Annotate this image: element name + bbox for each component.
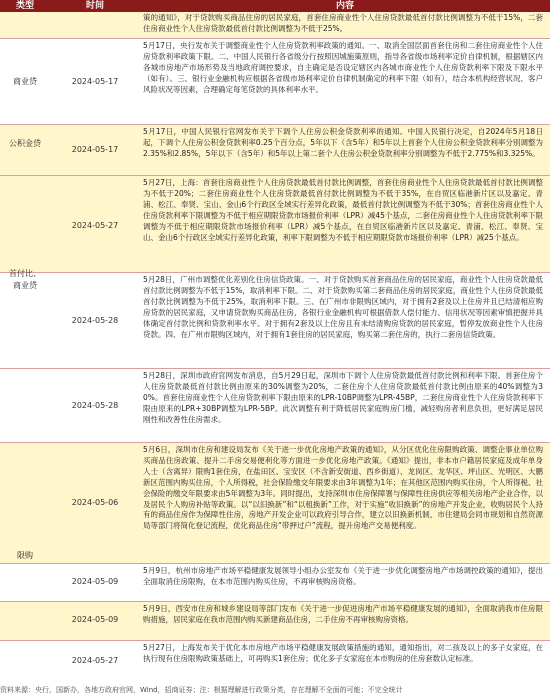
header-type: 类型	[15, 1, 34, 11]
table-row	[0, 601, 550, 640]
row-date: 2024-05-27	[71, 656, 119, 665]
row-date: 2024-05-09	[71, 615, 119, 624]
category-commercial-loan: 商业贷	[13, 77, 37, 86]
category-down-payment-commercial: 首付比、商业贷	[9, 269, 41, 290]
row-content: 5月9日，杭州市房地产市场平稳健康发展领导小组办公室发布《关于进一步优化调整房地产市场调控政策的通知》，提出全面取消住房限购，在本市范围内购买住房，不再审核购房资格。	[143, 566, 543, 586]
table-row	[0, 563, 550, 601]
row-content: 5月9日，西安市住房和城乡建设局等部门发布《关于进一步促进房地产市场平稳健康发展的通知》，全面取消我市住房限购措施，居民家庭在我市范围内购买新建商品住房，二手住房不再审核购房资格。	[143, 604, 543, 624]
table-row	[0, 12, 550, 38]
row-date: 2024-05-28	[71, 316, 119, 325]
category-provident-fund-loan: 公积金贷	[9, 139, 41, 148]
row-date: 2024-05-27	[71, 221, 119, 230]
table-row	[0, 38, 550, 124]
table-header	[0, 0, 550, 12]
table-row	[0, 175, 550, 272]
source-note: 资料来源：央行，国新办，各地方政府官网，Wind，招商证券；注：根据理解进行政策分类，存在理解不全面的可能；不完全统计	[0, 686, 403, 694]
table-row	[0, 272, 550, 368]
header-time: 时间	[85, 1, 104, 11]
row-content: 5月28日，深圳市政府官网发布消息，自5月29日起，深圳市下调个人住房贷款最低首付款比例和利率下限。首套住房个人住房贷款最低首付款比例由原来的30%调整为20%，二套住房个人住房贷款最低首付款比例由原来的40%调整为30%。首套住房商业性个人住房贷款利率下限由原来的LPR-10BP调整为LPR-45BP，二套住房商业性个人住房贷款利率下限由原来的LPR+30BP调整为LPR-5BP。此次调整有利于降低居民家庭购房门槛，减轻购房者利息负担，更好满足居民刚性和改善性住房需求。	[143, 371, 543, 424]
table-row	[0, 368, 550, 442]
row-content: 5月27日，上海：首套住房商业性个人住房贷款最低首付款比例调整，首套住房商业性个人住房贷款最低首付款比例调整为不低于20%；二套住房商业性个人住房贷款最低首付款比例调整为不低于35%，在自贸区临港新片区以及嘉定、青浦、松江、奉贤、宝山、金山6个行政区全域实行差异化政策，最低首付款比例调整为不低于30%；首套住房商业性个人住房贷款利率下限调整为不低于相应期限贷款市场报价利率（LPR）减45个基点，二套住房商业性个人住房贷款利率下限调整为不低于相应期限贷款市场报价利率（LPR）减5个基点，在自贸区临港新片区以及嘉定、青浦、松江、奉贤、宝山、金山6个行政区全域实行差异化政策，利率下限调整为不低于相应期限贷款市场报价利率（LPR）减25个基点。	[143, 178, 543, 242]
table-row	[0, 442, 550, 563]
row-content: 5月27日，上海发布关于优化本市房地产市场平稳健康发展政策措施的通知，通知指出，对二孩及以上的多子女家庭，在执行现有住房限购政策基础上，可再购买1套住房；优化多子女家庭在本市购房的住房套数认定标准。	[143, 643, 543, 663]
row-date: 2024-05-09	[71, 577, 119, 586]
row-content: 5月17日，央行发布关于调整商业性个人住房贷款利率政策的通知。一、取消全国层面首套住房和二套住房商业性个人住房贷款利率政策下限。二、中国人民银行各省级分行按照因城施策原则，指导各省级市场利率定价自律机制，根据辖区内各城市房地产市场形势及当地政府调控要求，自主确定是否设定辖区内各城市商业性个人住房贷款利率下限及下限水平（如有）。三、银行业金融机构应根据各省级市场利率定价自律机制确定的利率下限（如有），结合本机构经营状况、客户风险状况等因素，合理确定每笔贷款的具体利率水平。	[143, 41, 543, 94]
category-purchase-limit: 限购	[17, 551, 33, 560]
row-date: 2024-05-17	[71, 77, 119, 86]
row-content: 5月6日，深圳市住房和建设局发布《关于进一步优化房地产政策的通知》，从分区优化住房限购政策、调整企事业单位购买商品住房政策、提升二手房交易便利化等方面进一步优化房地产政策。《通知》提出，非本市户籍居民家庭及成年单身人士（含离异）限购1套住房，在盐田区、宝安区（不含新安街道、西乡街道）、龙岗区、龙华区、坪山区、光明区、大鹏新区范围内购买住房，个人所得税，社会保险缴交年限要求由3年调整为1年；在其他区范围内购买住房，个人所得税、社会保险的缴交年限要求由5年调整为3年。同时提出，支持深圳市住房保障署与保障性住房供应等相关房地产企业合作，以及居民个人购房补贴等政策。以“以旧换新”和“以租换新”工作，对于实施“收旧换新”的房地产开发企业，收购居民个人持有的商品住房作为保障性住房，房地产开发企业可以政府引导合作，建立以旧换新机制，市住建局会同市规划和自然资源局等部门将简化登记流程，优化商品住房“带押过户”流程，提升房地产交易便利度。	[143, 445, 543, 531]
row-content: 5月28日，广州市调整优化差别化住房信贷政策。一、对于贷款购买首套商品住房的居民家庭，商业性个人住房贷款最低首付款比例调整为不低于15%，取消利率下限。二、对于贷款购买第二套商品住房的居民家庭，商业性个人住房贷款最低首付款比例调整为不低于25%，取消利率下限。三、在广州市非限购区域内，对于拥有2套及以上住房并且已结清相应购房贷款的居民家庭，又申请贷款购买商品住房，各银行业金融机构可根据借款人偿付能力、信用状况等因素审慎把握并具体确定首付款比例和贷款利率水平。对于拥有2套及以上住房且有未结清购房贷款的居民家庭，暂停发放商业性个人住房贷款。四、在广州市限购区域内，对于拥有1套住房的居民家庭，购买第二套住房的，执行二套房信贷政策。	[143, 275, 543, 339]
row-date: 2024-05-06	[71, 498, 119, 507]
header-content: 内容	[335, 1, 354, 11]
table-row	[0, 124, 550, 175]
row-content: 5月17日，中国人民银行官网发布关于下调个人住房公积金贷款利率的通知。中国人民银行决定，自2024年5月18日起，下调个人住房公积金贷款利率0.25个百分点，5年以下（含5年）和5年以上首套个人住房公积金贷款利率分别调整为2.35%和2.85%，5年以下（含5年）和5年以上第二套个人住房公积金贷款利率分别调整为不低于2.775%和3.325%。	[143, 127, 543, 158]
row-date: 2024-05-17	[71, 145, 119, 154]
row-date: 2024-05-28	[71, 401, 119, 410]
row-content: 策的通知》，对于贷款购买商品住房的居民家庭，首套住房商业性个人住房贷款最低首付款比例调整为不低于15%，二套住房商业性个人住房贷款最低首付款比例调整为不低于25%。	[143, 13, 543, 33]
table-row	[0, 640, 550, 684]
